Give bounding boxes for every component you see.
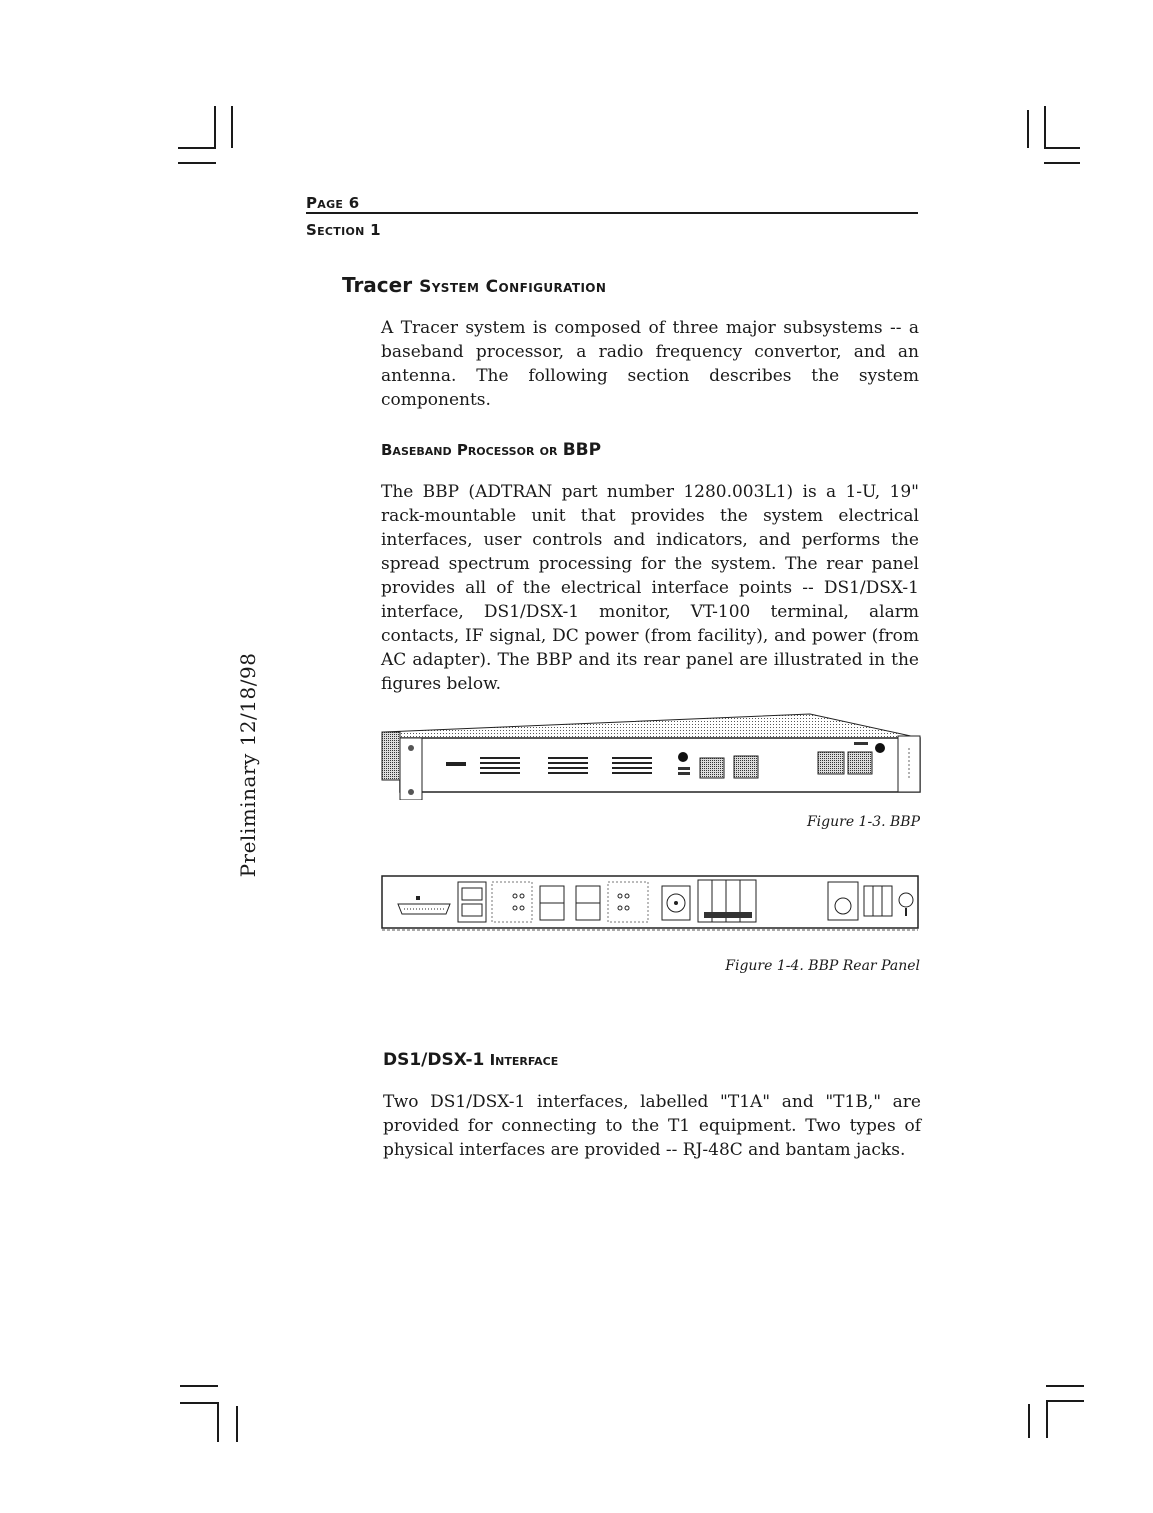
- bbp-heading-abbr: BBP: [562, 440, 602, 460]
- section-label: Section 1: [306, 221, 381, 239]
- section-title-rest: System Configuration: [419, 277, 607, 297]
- bbp-heading: [381, 440, 601, 460]
- ds1-heading-abbr: DS1/DSX-1: [383, 1050, 485, 1070]
- bbp-paragraph: The BBP (ADTRAN part number 1280.003L1) is a 1-U, 19" rack-mountable unit that provides the system electrical interfaces, user controls and indicators, and performs the spread spectrum processing for the system. The rear panel provides all of the electrical interface points -- DS1/DSX-1 interface, DS1/DSX-1 monitor, VT-100 terminal, alarm contacts, IF signal, DC power (from facility), and power (from AC adapter). The BBP and its rear panel are illustrated in the figures below.: [381, 482, 919, 694]
- figure-1-4-caption: Figure 1-4. BBP Rear Panel: [725, 958, 920, 974]
- ds1-paragraph: Two DS1/DSX-1 interfaces, labelled "T1A" and "T1B," are provided for connecting to the T1 equipment. Two types of physical interfaces are provided -- RJ-48C and bantam jacks.: [383, 1092, 921, 1160]
- figure-1-3-caption: Figure 1-3. BBP: [806, 814, 920, 830]
- page-label: Page 6: [306, 194, 360, 212]
- bbp-rear-panel-illustration: [380, 872, 922, 934]
- intro-paragraph: A Tracer system is composed of three major subsystems -- a baseband processor, a radio frequency convertor, and an antenna. The following section describes the system components.: [381, 318, 919, 410]
- preliminary-date-sidebar: Preliminary 12/18/98: [236, 652, 260, 878]
- bbp-front-illustration: [380, 700, 922, 800]
- header-rule: [306, 212, 918, 214]
- section-title-prefix: Tracer: [342, 273, 413, 297]
- ds1-heading: [383, 1050, 558, 1070]
- bbp-heading-text: Baseband Processor or: [381, 441, 558, 459]
- ds1-heading-text: Interface: [489, 1051, 559, 1069]
- section-title: [342, 273, 606, 297]
